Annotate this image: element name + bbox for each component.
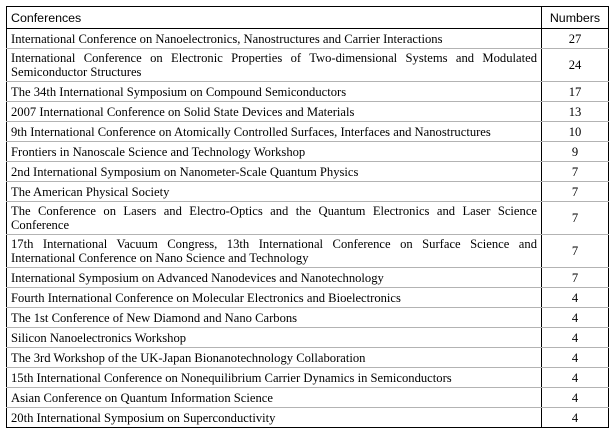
table-row [7, 202, 609, 235]
conference-name: Fourth International Conference on Molecular Electronics and Bioelectronics [7, 288, 542, 308]
conference-name: The American Physical Society [7, 182, 542, 202]
table-row [7, 408, 609, 428]
conference-name: International Conference on Electronic Properties of Two-dimensional Systems and Modulated Semiconductor Structures [7, 49, 542, 82]
conference-count: 13 [542, 102, 609, 122]
table-row [7, 102, 609, 122]
table-row [7, 308, 609, 328]
header-numbers: Numbers [542, 7, 609, 29]
table-row [7, 388, 609, 408]
table-row [7, 49, 609, 82]
conference-count: 24 [542, 49, 609, 82]
conference-name: The 34th International Symposium on Compound Semiconductors [7, 82, 542, 102]
conference-count: 7 [542, 268, 609, 288]
table-row [7, 268, 609, 288]
table-row [7, 142, 609, 162]
conference-name: International Conference on Nanoelectronics, Nanostructures and Carrier Interactions [7, 29, 542, 49]
table-row [7, 348, 609, 368]
conference-name: The Conference on Lasers and Electro-Optics and the Quantum Electronics and Laser Science Conference [7, 202, 542, 235]
table-row [7, 82, 609, 102]
conference-count: 7 [542, 162, 609, 182]
conference-name: Asian Conference on Quantum Information Science [7, 388, 542, 408]
header-row [7, 7, 609, 29]
conference-name: The 3rd Workshop of the UK-Japan Bionanotechnology Collaboration [7, 348, 542, 368]
conference-name: The 1st Conference of New Diamond and Nano Carbons [7, 308, 542, 328]
conference-name: 2nd International Symposium on Nanometer-Scale Quantum Physics [7, 162, 542, 182]
conference-count: 4 [542, 388, 609, 408]
table-body [7, 29, 609, 428]
table-row [7, 328, 609, 348]
conference-name: 17th International Vacuum Congress, 13th International Conference on Surface Science and International Conference on Nano Science and Technology [7, 235, 542, 268]
conference-count: 4 [542, 328, 609, 348]
conference-name: 15th International Conference on Nonequilibrium Carrier Dynamics in Semiconductors [7, 368, 542, 388]
conference-count: 9 [542, 142, 609, 162]
table-header [7, 7, 609, 29]
conference-name: 9th International Conference on Atomically Controlled Surfaces, Interfaces and Nanostructures [7, 122, 542, 142]
table-row [7, 235, 609, 268]
conference-count: 4 [542, 348, 609, 368]
conference-name: Silicon Nanoelectronics Workshop [7, 328, 542, 348]
table-row [7, 162, 609, 182]
table-row [7, 368, 609, 388]
conference-count: 17 [542, 82, 609, 102]
conference-name: 2007 International Conference on Solid State Devices and Materials [7, 102, 542, 122]
conference-count: 10 [542, 122, 609, 142]
conference-count: 4 [542, 288, 609, 308]
conference-count: 4 [542, 308, 609, 328]
header-conferences: Conferences [7, 7, 542, 29]
conferences-table [6, 6, 609, 428]
conference-count: 7 [542, 182, 609, 202]
table-row [7, 29, 609, 49]
table-row [7, 182, 609, 202]
conference-name: International Symposium on Advanced Nanodevices and Nanotechnology [7, 268, 542, 288]
table-row [7, 122, 609, 142]
conference-count: 7 [542, 235, 609, 268]
conference-count: 27 [542, 29, 609, 49]
conference-count: 4 [542, 368, 609, 388]
conference-name: 20th International Symposium on Superconductivity [7, 408, 542, 428]
table-row [7, 288, 609, 308]
conference-count: 4 [542, 408, 609, 428]
conference-count: 7 [542, 202, 609, 235]
conference-name: Frontiers in Nanoscale Science and Technology Workshop [7, 142, 542, 162]
